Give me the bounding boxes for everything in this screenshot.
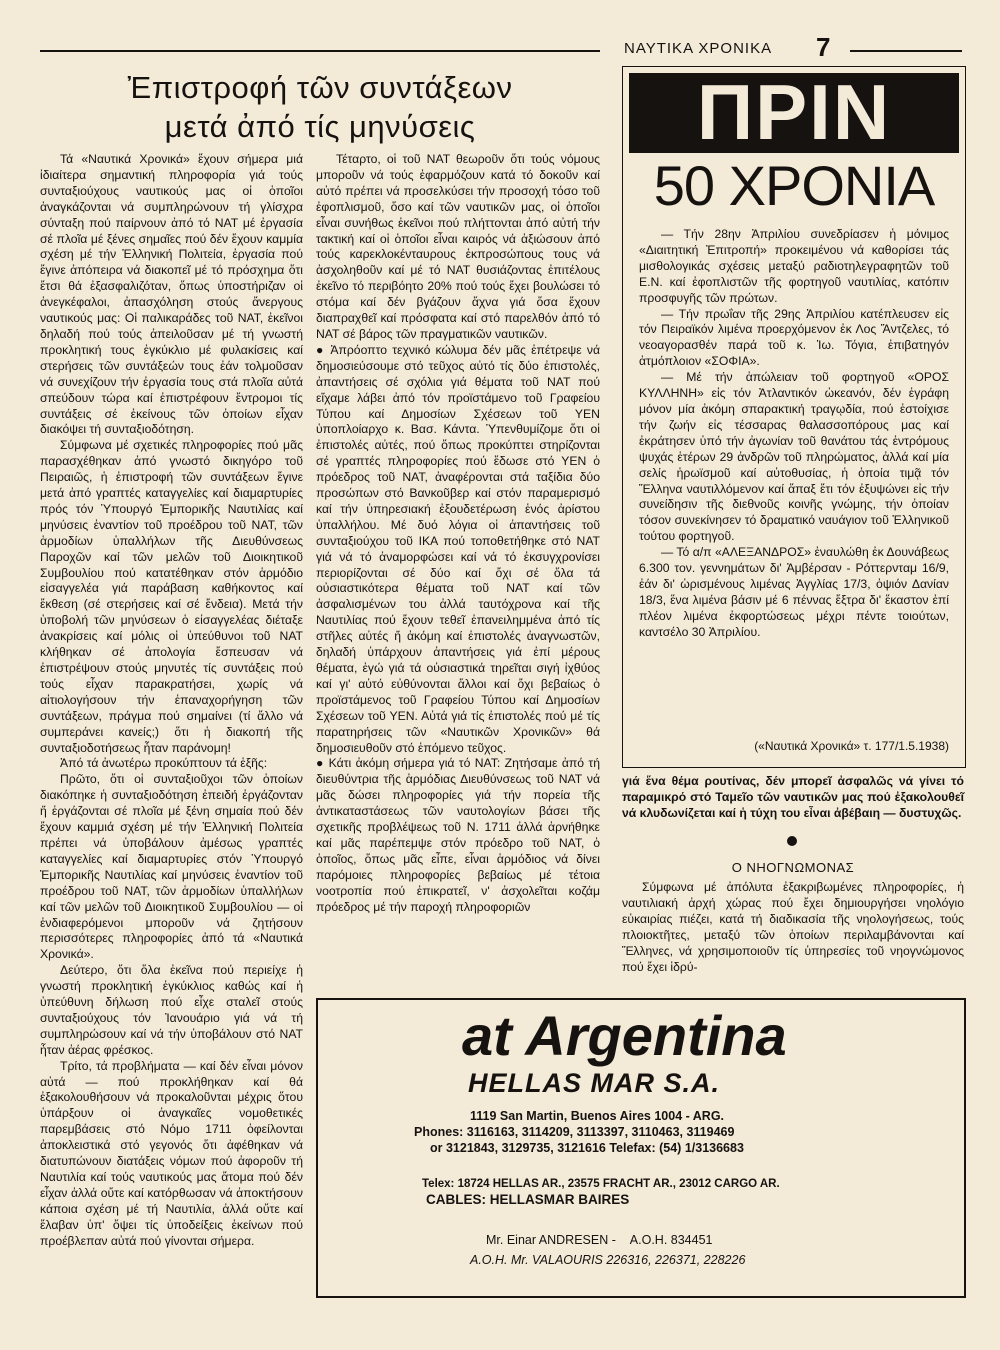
advertisement-box bbox=[316, 998, 966, 1298]
col1-paragraph: Τά «Ναυτικά Χρονικά» ἔχουν σήμερα μιά ἰδιαίτερα σημαντική πληροφορία γιά τούς συνταξιούχους ναυτικούς μας οἱ ὁποῖοι ἀναγκάζονται νά συμπληρώνουν τή γλίσχρα σύνταξη πού παίρνουν ἀπό τό ΝΑΤ μέ ἐργασία σέ πλοῖα μέ ξένες σημαῖες πού δέν ἔχουν καμμία σχέση μέ τήν Ἑλληνική Πολιτεία, ἐργασία πού ἔγινε ἀπόπειρα νά διακοπεῖ μέ τό πρόσχημα ὅτι ἔτσι θά ἐξασφαλιζόταν, ὅπως ὑποστήριζαν οἱ ἀνεγκέφαλοι, ἀπασχόληση στούς ἄνεργους ναυτικούς μας: Οἱ παλικαράδες τοῦ ΝΑΤ, ἐκεῖνοι δηλαδή πού τούς ἀπειλοῦσαν μέ τή γνωστή προκλητική τους ἐγκύκλιο μέ φυλακίσεις καί στερήσεις τῶν συντάξεών τους ἐάν τολμοῦσαν νά συνεχίζουν τήν ἐργασία τους στά πλοῖα αὐτά σπεύδουν τώρα καί ἐπιστρέφουν ἔντρομοι τίς συντάξεις σέ ἐκείνους τῶν ὁποίων εἶχαν διακόψει τή συνταξιοδότηση. bbox=[40, 152, 303, 437]
prin-box bbox=[622, 66, 966, 768]
ad-contact-2: Α.Ο.Η. Mr. VALAOURIS 226316, 226371, 228226 bbox=[470, 1253, 746, 1267]
ad-phones-1: Phones: 3116163, 3114209, 3113397, 3110463, 3119469 bbox=[414, 1125, 735, 1139]
col2-paragraph: Τέταρτο, οἱ τοῦ ΝΑΤ θεωροῦν ὅτι τούς νόμους μποροῦν νά τούς ἐφαρμόζουν κατά τό δοκοῦν καί αὐτό πρέπει νά προσελκύσει τήν προσοχή τόσο τοῦ ἐφοπλισμοῦ, ὅσο καί τῶν ναυτικῶν μας, οἱ ὁποῖοι εἶναι συνήθως ἐκεῖνοι πού πλήττονται ἀπό αὐτή τήν τακτική καί οἱ ὁποῖοι εἶναι καιρός νά ἀξιώσουν ἀπό τούς καρεκλοκένταυρους ἐκπροσώπους τους νά ἀσχοληθοῦν καί μέ τό ΝΑΤ θυσιάζοντας ἐπιτέλους ἐκεῖνο τό περιβόητο 20% πού τούς ἔχει βουλώσει τό στόμα καί δέν βγάζουν ἄχνα γιά ὅσα ἔχουν διαπραχθεῖ καί πρόσφατα καί στό παρελθόν ἀπό τό ΝΑΤ σέ βάρος τῶν πραγματικῶν ναυτικῶν. bbox=[316, 152, 600, 341]
top-rule-right bbox=[850, 50, 962, 52]
prin-text bbox=[639, 227, 949, 641]
col1-paragraph: Δεύτερο, ὅτι ὅλα ἐκεῖνα πού περιείχε ἡ γνωστή προκλητική ἐγκύκλιος καθώς καί ἡ ὑπεύθυνη δήλωση πού εἶχε σταλεῖ στούς συνταξιούχους τόν Ἰανουάριο γιά νά τή συμπληρώσουν καί νά τήν ὑποβάλουν στό ΝΑΤ ἦταν ἀέρας φρέσκος. bbox=[40, 963, 303, 1057]
col1-paragraph: Τρίτο, τά προβλήματα — καί δέν εἶναι μόνον αὐτά — πού προκλήθηκαν καί θά ἐξακολουθήσουν νά προκαλοῦνται μέχρις ὅτου ὑπάρξουν οἱ ἀναγκαῖες νομοθετικές παρεμβάσεις στό Νόμο 1711 ὀφείλονται ἀποκλειστικά στό γεγονός ὅτι ἀφέθηκαν νά διατυπώνουν διατάξεις νόμων πού ἀφοροῦν τή Ναυτιλία καί τούς ναυτικούς μας ἄτομα πού δέν εἶχαν ἀλλά οὔτε καί κατόρθωσαν νά ἀποκτήσουν κάποια σχέση μέ τή Ναυτιλία, ἀλλά οὔτε καί ἔλαβαν ὑπ' ὄψει τίς ὑποδείξεις ἐκείνων πού προέβλεπαν αὐτά πού γίνονται σήμερα. bbox=[40, 1058, 303, 1248]
col3-paragraph: γιά ἕνα θέμα ρουτίνας, δέν μπορεῖ ἀσφαλῶς νά γίνει τό παραμικρό στό Ταμεῖο τῶν ναυτικῶν μας πού ἐξακολουθεῖ νά κλυδωνίζεται καί ἡ τύχη του εἶναι ἀβέβαιη — δυστυχῶς. bbox=[622, 774, 964, 820]
ngnomonas-paragraph: Σύμφωνα μέ ἀπόλυτα ἐξακριβωμένες πληροφορίες, ἡ ναυτιλιακή ἀρχή χώρας πού ἔχει δημιουργήσει νηολόγιο εὐκαιρίας πιέζει, κατά τή διαδικασία τῆς νηολογήσεως, τούς πλοιοκτῆτες, μεταξύ τῶν ὁποίων περιλαμβάνονται καί Ἕλληνες, νά χρησιμοποιοῦν τίς ὑπηρεσίες τοῦ νηογνώμονος πού ἔχει ἱδρύ- bbox=[622, 880, 964, 974]
ad-phones-2: or 3121843, 3129735, 3121616 Telefax: (54) 1/3136683 bbox=[430, 1141, 744, 1155]
article-column-3 bbox=[622, 774, 964, 822]
prin-paragraph: — Τήν πρωΐαν τῆς 29ης Ἀπριλίου κατέπλευσεν εἰς τόν Πειραϊκόν λιμένα προερχόμενον ἐκ Λος Ἄντζελες, τό νεοαγορασθέν παρά τοῦ κ. Ἰω. Τόγια, ἐπιβατηγόν ἀτμόπλοιον «ΣΟΦΙΑ». bbox=[639, 306, 949, 369]
ad-title: at Argentina bbox=[462, 1004, 787, 1067]
article-column-1 bbox=[40, 152, 303, 1250]
prin-source: («Ναυτικά Χρονικά» τ. 177/1.5.1938) bbox=[754, 739, 949, 753]
top-rule-left bbox=[40, 50, 600, 52]
prin-paragraph: — Τό α/π «ΑΛΕΞΑΝΔΡΟΣ» ἐναυλώθη ἐκ Δουνάβεως 6.300 τον. γεννημάτων δι' Ἀμβέρσαν - Ρόττερνταμ 16/9, ἐάν δι' ὡρισμένους λιμένας Ἀγγλίας 17/3, ὀψιόν Δανίαν 18/3, ἕνα λιμένα βάσιν μέ 6 πέννας ἔξτρα δι' ἕκαστον ἐπί πλέον λιμένα ἐκφορτώσεως μέχρι πέντε τοιούτων, καντσέλο 30 Ἀπριλίου. bbox=[639, 545, 949, 639]
ad-contact-1: Mr. Einar ANDRESEN - Α.Ο.Η. 834451 bbox=[486, 1233, 713, 1247]
ngnomonas-text bbox=[622, 880, 964, 975]
article-title-line1: Ἐπιστροφή τῶν συντάξεων bbox=[127, 70, 513, 105]
article-title-line2: μετά ἀπό τίς μηνύσεις bbox=[164, 109, 476, 144]
ngnomonas-heading: Ο ΝΗΟΓΝΩΜΟΝΑΣ bbox=[731, 860, 855, 875]
prin-title: ΠΡΙΝ bbox=[629, 73, 959, 153]
prin-paragraph: — Μέ τήν ἀπώλειαν τοῦ φορτηγοῦ «ΟΡΟΣ ΚΥΛΛΗΝΗ» εἰς τόν Ἀτλαντικόν ὠκεανόν, δέν ἐγράφη μόνον μία ἀκόμη σπαρακτική τραγῳδία, πού ἐστοίχισε τήν ζωήν εἰς τέσσαρας θαλασσοπόρους μας καί ἐκράτησεν ὑπό τήν ἀγωνίαν τοῦ θανάτου τάς ἐντρόμους ψυχάς ἑτέρων 29 ἀνδρῶν τοῦ πληρώματος, ἀλλά καί μία σελίς ἡρωϊσμοῦ καί αὐτοθυσίας, ἡ ὁποία τιμᾷ τόν Ἕλληνα ναυτιλλόμενον καί ἅπαξ ἔτι τόν ἐξυψώνει εἰς τήν συνείδησιν τῆς διεθνοῦς κοινῆς γνώμης, τήν ὁποίαν τόσον συνεκίνησεν τό δραματικό ναυάγιον τοῦ Ἑλληνικοῦ τούτου φορτηγοῦ. bbox=[639, 370, 949, 544]
col2-bullet-paragraph: ● Κάτι ἀκόμη σήμερα γιά τό ΝΑΤ: Ζητήσαμε ἀπό τή διευθύντρια τῆς ἁρμόδιας Διευθύνσεως τοῦ ΝΑΤ νά μᾶς δώσει πληροφορίες γιά τήν πορεία τῆς ἀντικαταστάσεως τῶν ναυτολογίων βάσει τῆς σχετικῆς προβλέψεως τοῦ Ν. 1711 ἀλλά ἀρνήθηκε καί μᾶς παρέπεμψε στόν πρόεδρο τοῦ ΝΑΤ, ὁ ὁποῖος, ὅπως μᾶς εἶπε, εἶναι ἁρμόδιος νά δίνει παρόμοιες πληροφορίες βεβαίως μέ τέτοια νοοτροπία πού ἐπικρατεῖ, ν' ἀσχολεῖται κοζάμ πρόεδρος μέ τήν παροχή πληροφοριῶν bbox=[316, 756, 600, 914]
ad-telex: Telex: 18724 HELLAS AR., 23575 FRACHT AR., 23012 CARGO AR. bbox=[422, 1178, 780, 1190]
bullet-dot bbox=[787, 836, 797, 846]
col1-paragraph: Ἀπό τά ἀνωτέρω προκύπτουν τά ἑξῆς: bbox=[60, 756, 268, 771]
ad-cables: CABLES: HELLASMAR BAIRES bbox=[426, 1192, 630, 1207]
prin-subtitle: 50 ΧΡΟΝΙΑ bbox=[653, 154, 935, 217]
col1-paragraph: Πρῶτο, ὅτι οἱ συνταξιοῦχοι τῶν ὁποίων διακόπηκε ἡ συνταξιοδότηση ἐπειδή ἐργάζονταν ἤ ἐργάζονται σέ πλοῖα μέ ξένη σημαία πού δέν ἔχουν καμμιά σχέση μέ τήν Ἑλληνική Πολιτεία πρέπει νά ὑποβάλουν ἀμέσως γραπτές καταγγελίες καί διαμαρτυρίες στόν Ὑπουργό Ἐμπορικῆς Ναυτιλίας καί μηνύσεις ἐναντίον τοῦ προέδρου τοῦ ΝΑΤ, τῶν ἁρμοδίων ὑπαλλήλων καί τῶν μελῶν τοῦ Διοικητικοῦ Συμβουλίου — οἱ ἐνδιαφερόμενοι μποροῦν νά ζητήσουν περισσότερες πληροφορίες ἀπό τά «Ναυτικά Χρονικά». bbox=[40, 772, 303, 962]
article-title bbox=[40, 68, 600, 146]
ad-address: 1119 San Martin, Buenos Aires 1004 - ARG. bbox=[470, 1109, 725, 1123]
ad-company: HELLAS MAR S.A. bbox=[468, 1068, 721, 1098]
col1-paragraph: Σύμφωνα μέ σχετικές πληροφορίες πού μᾶς παρασχέθηκαν ἀπό γνωστό δικηγόρο τοῦ Πειραιῶς, ἡ ἐπιστροφή τῶν συντάξεων ἔγινε μετά ἀπό γραπτές καταγγελίες καί διαμαρτυρίες πρός τόν Ὑπουργό Ἐμπορικῆς Ναυτιλίας καί μηνύσεις ἐναντίον τοῦ προέδρου τοῦ ΝΑΤ, τῶν ἁρμοδίων ὑπαλλήλων τῆς Διευθύνσεως Παροχῶν καί τῶν μελῶν τοῦ Διοικητικοῦ Συμβουλίου πού κατατέθηκαν στόν ἁρμόδιο εἰσαγγελέα γιά παράβαση καθήκοντος καί ἔκθεση (σέ στερήσεις καί σέ ἔνδεια). Μετά τήν ὑποβολή τῶν μηνύσεων ὁ εἰσαγγελέας διέταξε ἀνακρίσεις καί μόλις οἱ ὑπεύθυνοι τοῦ ΝΑΤ κλήθηκαν σέ ἀπολογία ἔσπευσαν νά ἐπιστρέψουν στούς μηνυτές τίς συντάξεις πού τούς εἶχαν παρακρατήσει, χωρίς νά αἰτιολογήσουν τήν ἐπαναχορήγηση τῶν συντάξεων, πράγμα πού σημαίνει (τί ἄλλο νά συμπεράνει κανείς;) ὅτι ἡ διακοπή τῆς συνταξιοδοτήσεως ἦταν παράνομη! bbox=[40, 438, 303, 755]
page-number: 7 bbox=[816, 32, 831, 62]
prin-paragraph: — Τήν 28ην Ἀπριλίου συνεδρίασεν ἡ μόνιμος «Διαιτητική Ἐπιτροπή» προκειμένου νά καθορίσει τάς μισθολογικάς σχέσεις μεταξύ ραδιοτηλεγραφητῶν τοῦ Ε.Ν. καί ἐφοπλιστῶν τῆς φορτηγοῦ ναυτιλίας, κατόπιν προσφυγῆς τῶν πρώτων. bbox=[639, 227, 949, 305]
publication-name: ΝΑΥΤΙΚΑ ΧΡΟΝΙΚΑ bbox=[624, 40, 773, 57]
col2-bullet-paragraph: ● Ἀπρόοπτο τεχνικό κώλυμα δέν μᾶς ἐπέτρεψε νά δημοσιεύσουμε στό τεῦχος αὐτό τίς δύο ἐπιστολές, ἀπαντήσεις σέ σχόλια γιά θέματα τοῦ ΝΑΤ πού εἴχαμε λάβει ἀπό τόν προϊστάμενο τοῦ Γραφείου Τύπου καί Δημοσίων Σχέσεων τοῦ ΥΕΝ ὑποπλοίαρχο κ. Βασ. Κάντα. Ὑπενθυμίζομε ὅτι οἱ ἐπιστολές αὐτές, πού ὅπως προκύπτει στηρίζονται σέ γραπτές πληροφορίες πού ἔδωσε στό ΥΕΝ ὁ πρόεδρος τοῦ ΝΑΤ, ἀναφέρονται στά ταξίδια δύο προσώπων στό Βανκοῦβερ καί στόν παραμερισμό καί τήν ὑπηρεσιακή ἐξουδετέρωση ἑνός ἀρίστου ὑπαλλήλου. Μέ δυό λόγια οἱ ἀπαντήσεις τοῦ συνταξιούχου τοῦ ΙΚΑ πού τοποθετήθηκε στό ΝΑΤ γιά νά τό ἀναμορφώσει καί νά τό ἐκσυγχρονίσει περιορίζονται σέ δύο καί ὄχι σέ ὅλα τά οὐσιαστικότερα θέματα τοῦ ΝΑΤ καί τῶν ἀσφαλισμένων του ἀλλά ταυτόχρονα καί τῆς Ναυτιλίας πού ἔχουν τεθεῖ ἐπανειλημμένα ἀπό τίς στῆλες αὐτές ἤ ἀκόμη καί ἐπιστολές ἀναγνωστῶν, δηλαδή ὑπάρχουν ἀπαντήσεις γιά ἐπί μέρους θέματα, ἐγώ γιά τά οὐσιαστικά τηρεῖται σιγή ἰχθύος καί γι' αὐτό εὐθύνονται ἄλλοι καί ὄχι βεβαίως ὁ προϊστάμενος τοῦ Γραφείου Τύπου καί Δημοσίων Σχέσεων τοῦ ΥΕΝ. Αὐτά γιά τίς ἐπιστολές πού μέ τίς παρατηρήσεις τῶν «Ναυτικῶν Χρονικῶν» θά δημοσιευθοῦν στό ἑπόμενο τεῦχος. bbox=[316, 342, 600, 755]
article-column-2 bbox=[316, 152, 600, 916]
